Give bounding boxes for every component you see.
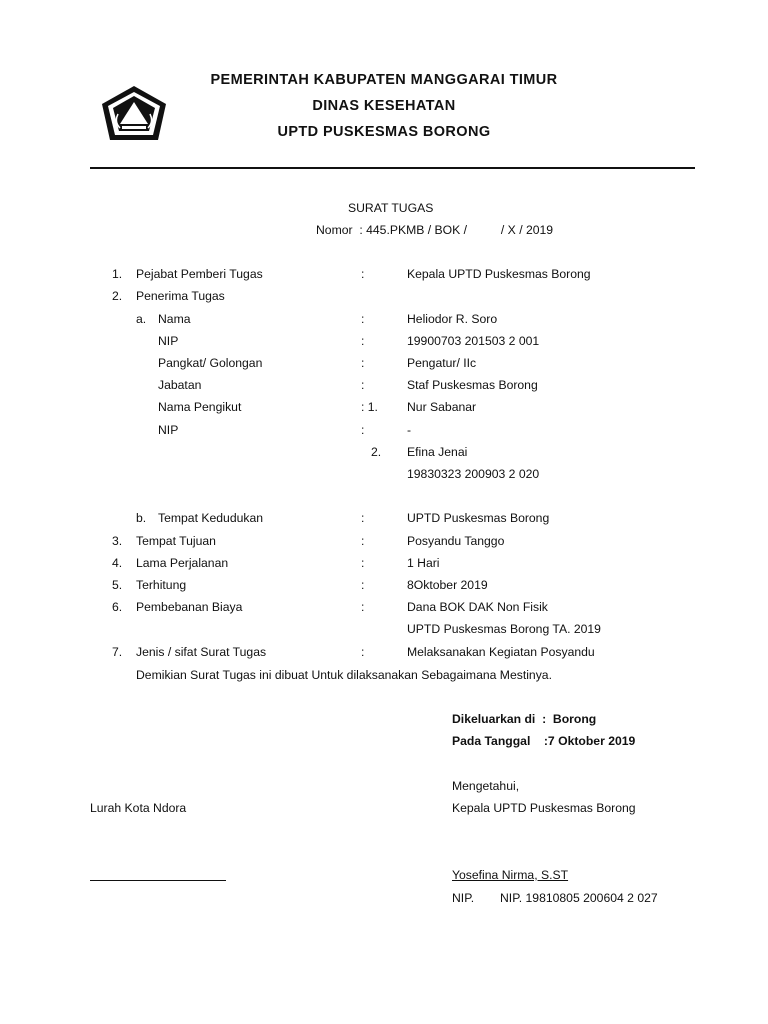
item-separator: :: [361, 267, 365, 281]
item-label: NIP: [158, 423, 179, 437]
header-divider: [90, 167, 695, 169]
item-separator: :: [361, 378, 365, 392]
right-signatory-name: Yosefina Nirma, S.ST: [452, 868, 569, 882]
item-number: 3.: [112, 534, 123, 548]
item-separator: :: [361, 334, 365, 348]
item-value: -: [407, 423, 412, 437]
item-label: Tempat Tujuan: [136, 534, 216, 548]
item-label: Nama Pengikut: [158, 400, 242, 414]
item-label: Tempat Kedudukan: [158, 511, 264, 525]
item-value: Dana BOK DAK Non Fisik: [407, 600, 548, 614]
item-separator: :: [361, 423, 365, 437]
item-value: Heliodor R. Soro: [407, 312, 498, 326]
item-number: 6.: [112, 600, 123, 614]
item-value: 19830323 200903 2 020: [407, 467, 540, 481]
item-label: Nama: [158, 312, 191, 326]
item-subletter: a.: [136, 312, 147, 326]
right-signatory-nip-label: NIP.: [452, 891, 475, 905]
item-label: Lama Perjalanan: [136, 556, 229, 570]
item-subletter: b.: [136, 511, 147, 525]
item-number: 1.: [112, 267, 123, 281]
item-number: 5.: [112, 578, 123, 592]
document-number: Nomor : 445.PKMB / BOK / / X / 2019: [316, 223, 554, 237]
item-label: Pejabat Pemberi Tugas: [136, 267, 263, 281]
item-value: UPTD Puskesmas Borong: [407, 511, 550, 525]
item-value: 8Oktober 2019: [407, 578, 488, 592]
closing-statement: Demikian Surat Tugas ini dibuat Untuk dilaksanakan Sebagaimana Mestinya.: [136, 668, 552, 682]
item-value: Melaksanakan Kegiatan Posyandu: [407, 645, 595, 659]
item-label: Jenis / sifat Surat Tugas: [136, 645, 267, 659]
item-value: Efina Jenai: [407, 445, 468, 459]
item-separator: :: [361, 556, 365, 570]
item-label: Jabatan: [158, 378, 202, 392]
issued-date: Pada Tanggal :7 Oktober 2019: [452, 734, 636, 748]
item-separator: :: [361, 511, 365, 525]
item-separator: :: [361, 356, 365, 370]
item-value: Posyandu Tanggo: [407, 534, 505, 548]
item-label: Pembebanan Biaya: [136, 600, 243, 614]
left-signatory-title: Lurah Kota Ndora: [90, 801, 187, 815]
acknowledge-label: Mengetahui,: [452, 779, 520, 793]
item-number: 2.: [112, 289, 123, 303]
header-unit: UPTD PUSKESMAS BORONG: [277, 124, 491, 140]
item-value: 1 Hari: [407, 556, 440, 570]
item-label: Pangkat/ Golongan: [158, 356, 263, 370]
item-value: 19900703 201503 2 001: [407, 334, 540, 348]
item-separator: 2.: [371, 445, 382, 459]
item-value: Nur Sabanar: [407, 400, 477, 414]
item-separator: :: [361, 312, 365, 326]
item-label: NIP: [158, 334, 179, 348]
item-separator: :: [361, 534, 365, 548]
item-separator: :: [361, 578, 365, 592]
item-label: Terhitung: [136, 578, 187, 592]
right-signatory-title: Kepala UPTD Puskesmas Borong: [452, 801, 636, 815]
item-number: 7.: [112, 645, 123, 659]
header-department: DINAS KESEHATAN: [312, 98, 456, 114]
item-value: Pengatur/ IIc: [407, 356, 477, 370]
header-government: PEMERINTAH KABUPATEN MANGGARAI TIMUR: [210, 72, 558, 88]
right-signatory-nip: NIP. 19810805 200604 2 027: [500, 891, 658, 905]
item-separator: :: [361, 645, 365, 659]
item-value: Kepala UPTD Puskesmas Borong: [407, 267, 591, 281]
item-number: 4.: [112, 556, 123, 570]
document-title: SURAT TUGAS: [348, 201, 434, 215]
item-value: UPTD Puskesmas Borong TA. 2019: [407, 622, 601, 636]
item-label: Penerima Tugas: [136, 289, 225, 303]
left-signature-line: [90, 880, 226, 881]
item-value: Staf Puskesmas Borong: [407, 378, 538, 392]
item-separator: :: [361, 600, 365, 614]
issued-place: Dikeluarkan di : Borong: [452, 712, 597, 726]
item-separator: : 1.: [361, 400, 378, 414]
